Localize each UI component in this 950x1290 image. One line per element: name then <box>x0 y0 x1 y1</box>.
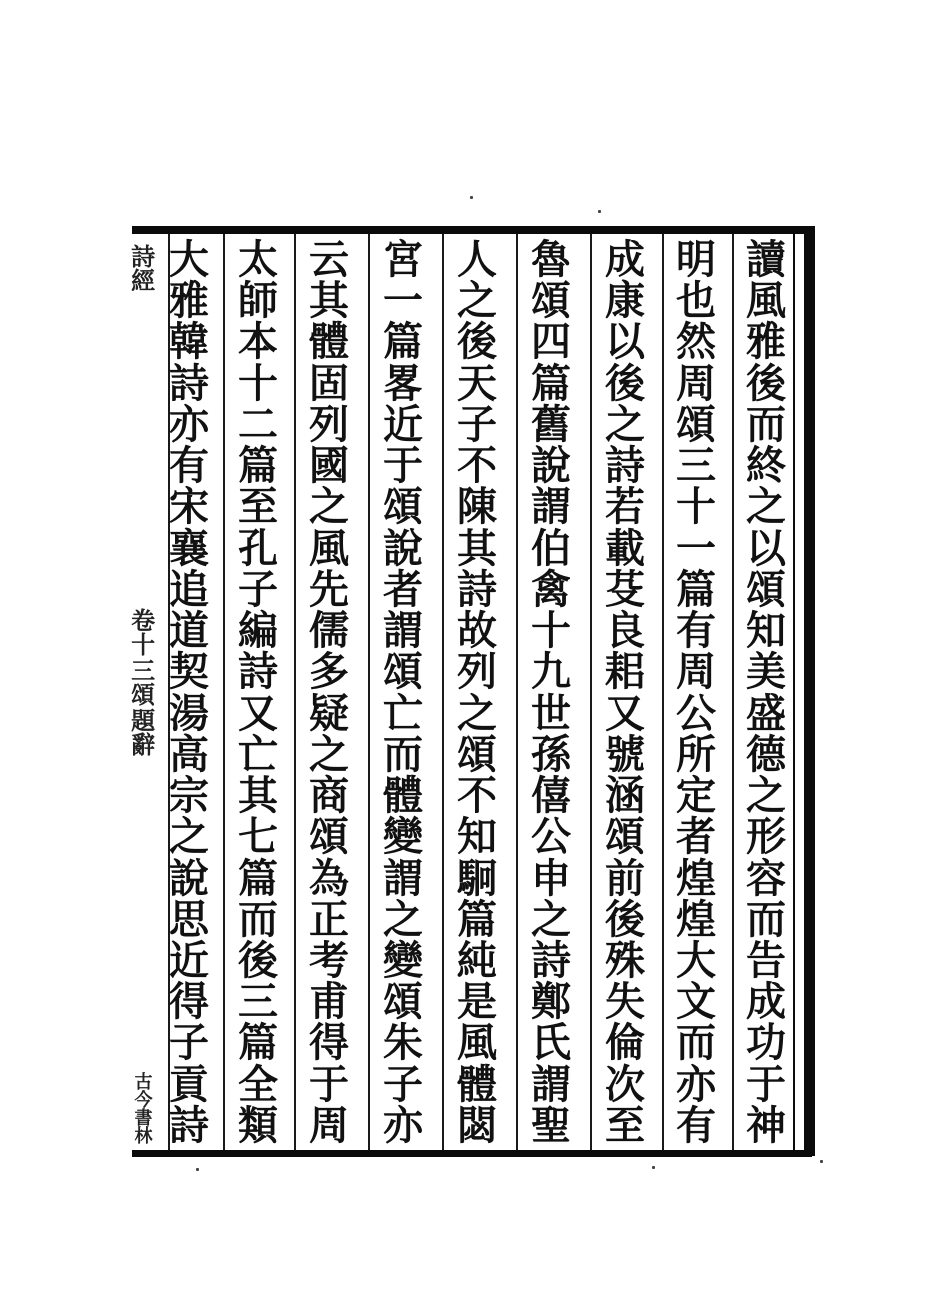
text-character: 而 <box>676 1019 716 1067</box>
text-character: 公 <box>531 813 571 861</box>
column-rule <box>223 234 225 1150</box>
text-character: 申 <box>531 854 571 902</box>
text-column-9 <box>158 236 220 1149</box>
margin-section: 三頌 <box>126 658 156 706</box>
text-character: 謂 <box>531 1060 571 1108</box>
text-character: 列 <box>309 400 349 448</box>
text-character: 神 <box>746 1101 786 1149</box>
text-character: 失 <box>605 978 645 1026</box>
text-character: 類 <box>238 1101 278 1149</box>
text-character: 詩 <box>169 1101 209 1149</box>
text-character: 亦 <box>169 400 209 448</box>
text-character: 頌 <box>531 277 571 325</box>
text-character: 明 <box>676 236 716 283</box>
text-character: 以 <box>746 524 786 572</box>
text-character: 陳 <box>457 483 497 531</box>
paper-speck <box>196 1168 199 1171</box>
text-character: 疑 <box>309 689 349 737</box>
text-character: 四 <box>531 318 571 366</box>
text-character: 又 <box>238 689 278 737</box>
text-character: 周 <box>309 1101 349 1149</box>
frame-top-border <box>132 226 812 234</box>
text-character: 變 <box>383 936 423 984</box>
text-column-6 <box>372 236 434 1149</box>
text-character: 純 <box>457 936 497 984</box>
text-character: 雅 <box>169 277 209 325</box>
text-character: 亦 <box>676 1060 716 1108</box>
text-character: 子 <box>238 565 278 613</box>
text-character: 篇 <box>238 1019 278 1067</box>
text-character: 後 <box>605 359 645 407</box>
text-character: 僖 <box>531 772 571 820</box>
text-character: 頌 <box>383 483 423 531</box>
text-character: 體 <box>457 1060 497 1108</box>
text-character: 載 <box>605 524 645 572</box>
text-character: 所 <box>676 730 716 778</box>
text-character: 而 <box>383 730 423 778</box>
text-character: 定 <box>676 772 716 820</box>
frame-right-border <box>804 226 815 1156</box>
text-character: 思 <box>169 895 209 943</box>
text-character: 近 <box>169 936 209 984</box>
text-character: 體 <box>383 772 423 820</box>
text-character: 七 <box>238 813 278 861</box>
text-character: 正 <box>309 895 349 943</box>
text-column-1 <box>735 236 797 1149</box>
text-character: 聖 <box>531 1101 571 1149</box>
column-rule <box>732 234 734 1150</box>
text-character: 多 <box>309 648 349 696</box>
text-character: 于 <box>383 442 423 490</box>
text-character: 功 <box>746 1019 786 1067</box>
text-character: 之 <box>746 772 786 820</box>
text-character: 之 <box>309 483 349 531</box>
text-character: 追 <box>169 565 209 613</box>
margin-juan-number: 卷十 <box>126 608 156 656</box>
text-character: 一 <box>676 524 716 572</box>
text-character: 詩 <box>605 442 645 490</box>
text-character: 三 <box>676 442 716 490</box>
text-character: 頌 <box>383 978 423 1026</box>
text-character: 雅 <box>746 318 786 366</box>
text-character: 得 <box>169 978 209 1026</box>
text-character: 康 <box>605 277 645 325</box>
text-character: 若 <box>605 483 645 531</box>
text-character: 成 <box>746 978 786 1026</box>
text-character: 云 <box>309 236 349 283</box>
text-character: 至 <box>605 1101 645 1149</box>
text-character: 頌 <box>676 400 716 448</box>
text-character: 二 <box>238 400 278 448</box>
text-character: 天 <box>457 359 497 407</box>
text-character: 者 <box>383 565 423 613</box>
fore-edge-margin <box>124 244 158 1144</box>
text-character: 氏 <box>531 1019 571 1067</box>
text-character: 煌 <box>676 854 716 902</box>
text-character: 周 <box>676 359 716 407</box>
text-character: 涵 <box>605 772 645 820</box>
text-character: 良 <box>605 607 645 655</box>
text-character: 篇 <box>238 442 278 490</box>
text-character: 十 <box>238 359 278 407</box>
text-character: 道 <box>169 607 209 655</box>
text-character: 大 <box>169 236 209 283</box>
text-character: 號 <box>605 730 645 778</box>
text-character: 頌 <box>605 813 645 861</box>
text-character: 宋 <box>169 483 209 531</box>
text-character: 宮 <box>383 236 423 283</box>
text-character: 國 <box>309 442 349 490</box>
text-character: 公 <box>676 689 716 737</box>
text-character: 前 <box>605 854 645 902</box>
text-column-3 <box>594 236 656 1149</box>
text-character: 知 <box>746 607 786 655</box>
text-character: 以 <box>605 318 645 366</box>
margin-publisher: 古今書林 <box>131 1072 153 1144</box>
text-character: 又 <box>605 689 645 737</box>
text-character: 孔 <box>238 524 278 572</box>
text-character: 契 <box>169 648 209 696</box>
text-column-2 <box>665 236 727 1149</box>
text-character: 不 <box>457 772 497 820</box>
text-character: 之 <box>383 895 423 943</box>
text-character: 三 <box>238 978 278 1026</box>
text-character: 成 <box>605 236 645 283</box>
text-character: 後 <box>238 936 278 984</box>
text-character: 一 <box>383 277 423 325</box>
text-character: 後 <box>605 895 645 943</box>
column-rule <box>590 234 592 1150</box>
text-column-7 <box>298 236 360 1149</box>
column-rule <box>516 234 518 1150</box>
text-character: 風 <box>746 277 786 325</box>
text-character: 德 <box>746 730 786 778</box>
text-character: 子 <box>383 1060 423 1108</box>
text-character: 十 <box>531 607 571 655</box>
text-character: 故 <box>457 607 497 655</box>
text-character: 于 <box>309 1060 349 1108</box>
margin-subtitle: 題辭 <box>126 708 156 756</box>
text-character: 亦 <box>383 1101 423 1149</box>
text-character: 篇 <box>676 565 716 613</box>
text-character: 固 <box>309 359 349 407</box>
text-character: 太 <box>238 236 278 283</box>
text-character: 高 <box>169 730 209 778</box>
text-character: 後 <box>746 359 786 407</box>
text-character: 子 <box>457 400 497 448</box>
text-character: 人 <box>457 236 497 283</box>
margin-book-title: 詩經 <box>126 244 156 292</box>
text-character: 其 <box>457 524 497 572</box>
text-character: 風 <box>309 524 349 572</box>
text-character: 之 <box>309 730 349 778</box>
text-character: 風 <box>457 1019 497 1067</box>
frame-bottom-border <box>132 1150 812 1157</box>
text-character: 商 <box>309 772 349 820</box>
text-character: 文 <box>676 978 716 1026</box>
text-character: 芟 <box>605 565 645 613</box>
column-rule <box>442 234 444 1150</box>
text-character: 盛 <box>746 689 786 737</box>
text-character: 說 <box>383 524 423 572</box>
text-character: 其 <box>309 277 349 325</box>
text-character: 閟 <box>457 1101 497 1149</box>
text-character: 之 <box>169 813 209 861</box>
text-character: 師 <box>238 277 278 325</box>
text-character: 有 <box>169 442 209 490</box>
paper-speck <box>820 1160 823 1163</box>
text-character: 舊 <box>531 400 571 448</box>
text-character: 然 <box>676 318 716 366</box>
column-rule <box>662 234 664 1150</box>
text-character: 篇 <box>238 854 278 902</box>
text-character: 全 <box>238 1060 278 1108</box>
text-character: 本 <box>238 318 278 366</box>
paper-speck <box>652 1166 655 1169</box>
text-character: 頌 <box>746 565 786 613</box>
text-character: 頌 <box>457 730 497 778</box>
text-character: 之 <box>457 277 497 325</box>
text-character: 也 <box>676 277 716 325</box>
text-character: 十 <box>676 483 716 531</box>
text-character: 頌 <box>383 648 423 696</box>
text-character: 世 <box>531 689 571 737</box>
text-character: 後 <box>457 318 497 366</box>
text-character: 列 <box>457 648 497 696</box>
text-character: 體 <box>309 318 349 366</box>
text-character: 之 <box>746 483 786 531</box>
text-character: 孫 <box>531 730 571 778</box>
text-character: 子 <box>169 1019 209 1067</box>
text-character: 說 <box>169 854 209 902</box>
text-character: 知 <box>457 813 497 861</box>
column-rule <box>294 234 296 1150</box>
text-character: 美 <box>746 648 786 696</box>
text-character: 耜 <box>605 648 645 696</box>
text-character: 之 <box>605 400 645 448</box>
text-character: 不 <box>457 442 497 490</box>
text-character: 之 <box>531 895 571 943</box>
text-character: 近 <box>383 400 423 448</box>
text-character: 篇 <box>531 359 571 407</box>
text-character: 于 <box>746 1060 786 1108</box>
text-character: 者 <box>676 813 716 861</box>
text-character: 其 <box>238 772 278 820</box>
text-character: 次 <box>605 1060 645 1108</box>
text-character: 形 <box>746 813 786 861</box>
text-character: 而 <box>238 895 278 943</box>
text-character: 至 <box>238 483 278 531</box>
text-character: 湯 <box>169 689 209 737</box>
text-character: 詩 <box>169 359 209 407</box>
text-character: 魯 <box>531 236 571 283</box>
text-character: 禽 <box>531 565 571 613</box>
text-column-8 <box>227 236 289 1149</box>
text-character: 九 <box>531 648 571 696</box>
text-character: 有 <box>676 607 716 655</box>
text-character: 而 <box>746 400 786 448</box>
column-rule <box>368 234 370 1150</box>
text-character: 詩 <box>238 648 278 696</box>
text-character: 謂 <box>383 607 423 655</box>
text-character: 甫 <box>309 978 349 1026</box>
text-character: 篇 <box>383 318 423 366</box>
text-character: 駉 <box>457 854 497 902</box>
text-column-4 <box>520 236 582 1149</box>
text-character: 篇 <box>457 895 497 943</box>
text-character: 考 <box>309 936 349 984</box>
text-character: 貢 <box>169 1060 209 1108</box>
text-character: 編 <box>238 607 278 655</box>
text-character: 得 <box>309 1019 349 1067</box>
text-character: 伯 <box>531 524 571 572</box>
text-character: 畧 <box>383 359 423 407</box>
text-character: 詩 <box>457 565 497 613</box>
text-character: 容 <box>746 854 786 902</box>
paper-speck <box>598 210 601 213</box>
text-character: 宗 <box>169 772 209 820</box>
text-character: 詩 <box>531 936 571 984</box>
text-character: 殊 <box>605 936 645 984</box>
text-character: 先 <box>309 565 349 613</box>
text-character: 儒 <box>309 607 349 655</box>
text-character: 周 <box>676 648 716 696</box>
paper-speck <box>470 196 473 199</box>
text-character: 終 <box>746 442 786 490</box>
text-character: 說 <box>531 442 571 490</box>
text-character: 為 <box>309 854 349 902</box>
text-character: 襄 <box>169 524 209 572</box>
text-character: 亡 <box>238 730 278 778</box>
text-character: 大 <box>676 936 716 984</box>
text-character: 謂 <box>531 483 571 531</box>
text-character: 謂 <box>383 854 423 902</box>
text-character: 鄭 <box>531 978 571 1026</box>
text-character: 而 <box>746 895 786 943</box>
text-character: 是 <box>457 978 497 1026</box>
text-character: 讀 <box>746 236 786 283</box>
text-character: 倫 <box>605 1019 645 1067</box>
text-column-5 <box>446 236 508 1149</box>
text-character: 煌 <box>676 895 716 943</box>
text-character: 有 <box>676 1101 716 1149</box>
text-character: 之 <box>457 689 497 737</box>
text-character: 告 <box>746 936 786 984</box>
text-character: 朱 <box>383 1019 423 1067</box>
text-character: 亡 <box>383 689 423 737</box>
text-character: 頌 <box>309 813 349 861</box>
text-character: 變 <box>383 813 423 861</box>
text-character: 韓 <box>169 318 209 366</box>
